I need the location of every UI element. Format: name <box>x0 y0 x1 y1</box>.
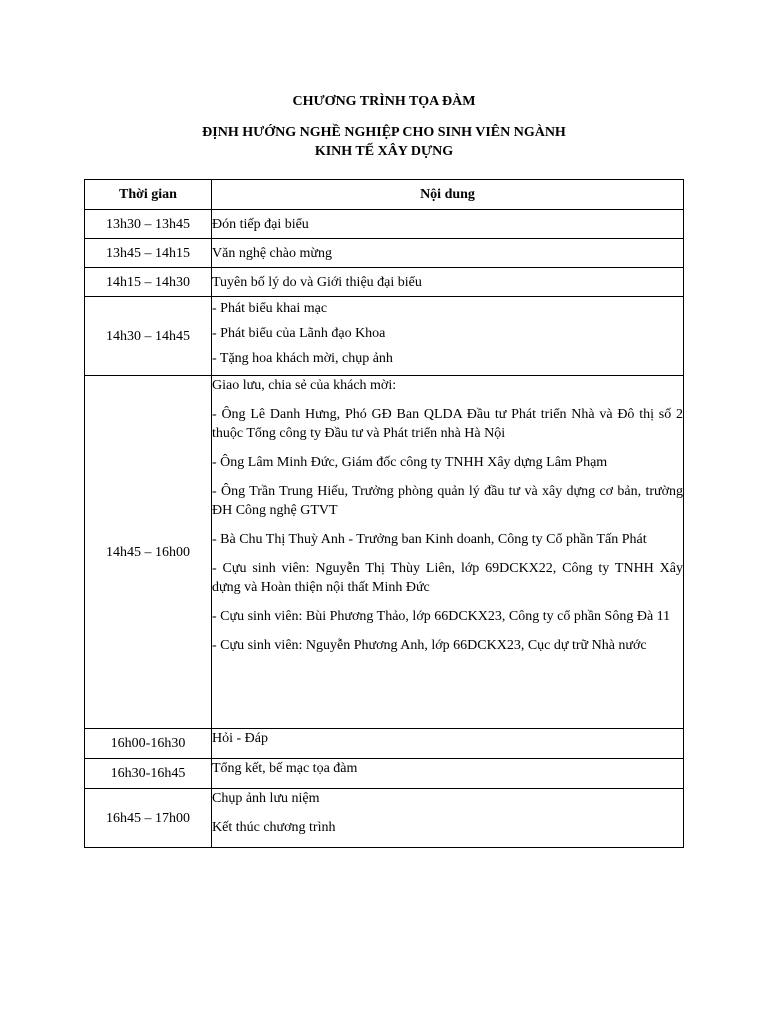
table-row <box>85 268 684 297</box>
row-content <box>212 268 684 297</box>
row-content <box>212 759 684 789</box>
row-content <box>212 376 684 729</box>
content-line: - Phát biểu của Lãnh đạo Khoa <box>212 326 386 341</box>
content-line: Tổng kết, bế mạc tọa đàm <box>212 761 358 776</box>
table-row <box>85 376 684 729</box>
row-time: 13h45 – 14h15 <box>85 239 212 268</box>
subtitle-line-2: KINH TẾ XÂY DỰNG <box>314 144 454 159</box>
row-time: 16h45 – 17h00 <box>85 789 212 848</box>
content-line: Chụp ảnh lưu niệm <box>212 791 320 806</box>
subtitle-line-1: ĐỊNH HƯỚNG NGHỀ NGHIỆP CHO SINH VIÊN NGÀNH <box>202 125 566 140</box>
row-time: 16h30-16h45 <box>85 759 212 789</box>
content-line: - Cựu sinh viên: Nguyễn Phương Anh, lớp 66DCKX23, Cục dự trữ Nhà nước <box>212 638 647 653</box>
content-line: - Bà Chu Thị Thuỳ Anh - Trưởng ban Kinh doanh, Công ty Cổ phần Tấn Phát <box>212 532 647 547</box>
content-line: Văn nghệ chào mừng <box>212 245 332 261</box>
header-time: Thời gian <box>85 180 212 210</box>
row-content <box>212 297 684 376</box>
row-content <box>212 729 684 759</box>
content-line: Giao lưu, chia sẻ của khách mời: <box>212 378 397 393</box>
table-row <box>85 239 684 268</box>
row-time: 14h30 – 14h45 <box>85 297 212 376</box>
table-row <box>85 297 684 376</box>
row-time: 13h30 – 13h45 <box>85 210 212 239</box>
table-header-row <box>85 180 684 210</box>
content-line: - Ông Lê Danh Hưng, Phó GĐ Ban QLDA Đầu tư Phát triển Nhà và Đô thị số 2 thuộc Tổng công ty Đầu tư và Phát triển nhà Hà Nội <box>212 407 683 441</box>
row-content <box>212 239 684 268</box>
content-line: - Ông Lâm Minh Đức, Giám đốc công ty TNHH Xây dựng Lâm Phạm <box>212 455 608 470</box>
row-content <box>212 789 684 848</box>
table-row <box>85 759 684 789</box>
row-time: 16h00-16h30 <box>85 729 212 759</box>
table-row <box>85 789 684 848</box>
header-content: Nội dung <box>212 180 684 210</box>
content-line: - Cựu sinh viên: Nguyễn Thị Thùy Liên, lớp 69DCKX22, Công ty TNHH Xây dựng và Hoàn thiện nội thất Minh Đức <box>212 561 683 595</box>
program-title: CHƯƠNG TRÌNH TỌA ĐÀM <box>292 94 476 109</box>
content-line: - Ông Trần Trung Hiếu, Trưởng phòng quản lý đầu tư và xây dựng cơ bản, trường ĐH Công nghệ GTVT <box>212 484 683 518</box>
content-line: Hỏi - Đáp <box>212 731 268 746</box>
content-line: - Cựu sinh viên: Bùi Phương Thảo, lớp 66DCKX23, Công ty cổ phần Sông Đà 11 <box>212 609 671 624</box>
row-content <box>212 210 684 239</box>
program-subtitle <box>0 123 768 161</box>
content-line: Kết thúc chương trình <box>212 820 336 835</box>
content-line: Tuyên bố lý do và Giới thiệu đại biểu <box>212 274 422 290</box>
content-line: - Tặng hoa khách mời, chụp ảnh <box>212 351 393 366</box>
row-time: 14h45 – 16h00 <box>85 376 212 729</box>
table-row <box>85 210 684 239</box>
content-line: - Phát biểu khai mạc <box>212 301 328 316</box>
content-line: Đón tiếp đại biểu <box>212 216 309 232</box>
schedule-table <box>84 179 684 848</box>
table-row <box>85 729 684 759</box>
row-time: 14h15 – 14h30 <box>85 268 212 297</box>
